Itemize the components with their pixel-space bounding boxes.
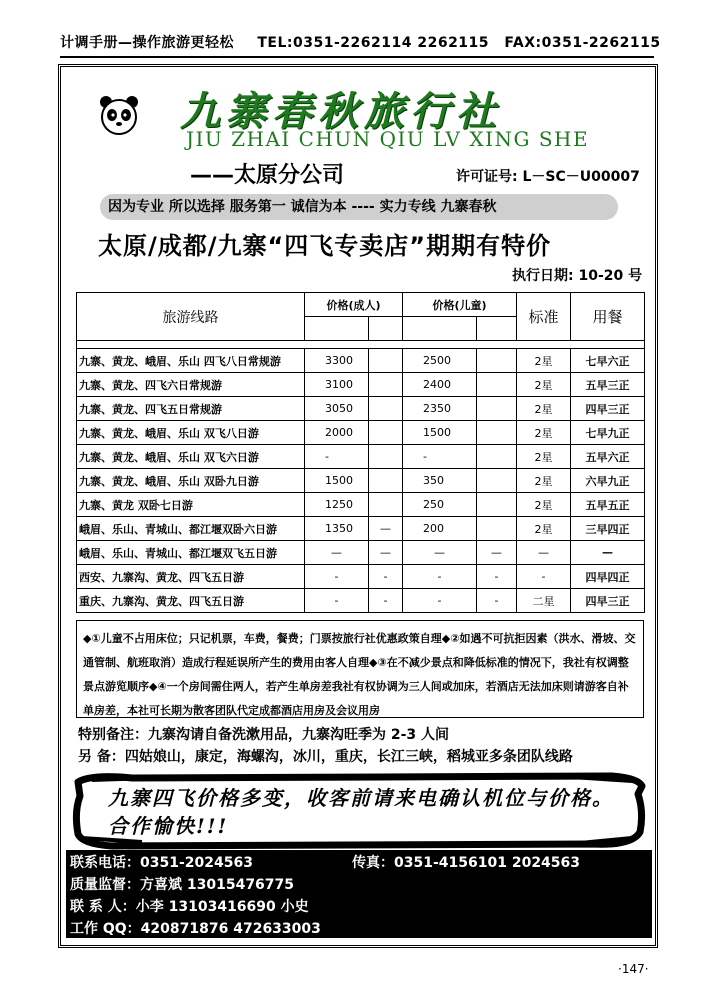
terms-notes: ◆①儿童不占用床位；只记机票，车费，餐费；门票按旅行社优惠政策自理◆②如遇不可抗拒因素（洪水、滑坡、交通管制、航班取消）造成行程延误所产生的费用由客人自理◆③在不减少景点和降低标准的情况下，我社有权调整景点游览顺序◆④一个房间需住两人，若产生单房差我社有权协调为三人间或加床，若酒店无法加床则请游客自补单房差，本社可长期为散客团队代定成都酒店用房及会议用房 xyxy=(76,620,644,718)
header-slogan: 计调手册—操作旅游更轻松 xyxy=(60,35,234,51)
header-child-price: 价格(儿童) xyxy=(403,293,517,317)
table-row: 峨眉、乐山、青城山、都江堰双卧六日游 1350 — 200 2星 三早四正 xyxy=(77,517,645,541)
brand-name-cn: 九寨春秋旅行社 xyxy=(180,88,502,135)
branch-title: ——太原分公司 xyxy=(190,163,345,188)
special-remark: 特别备注：九寨沟请自备洗漱用品，九寨沟旺季为 2-3 人间 xyxy=(78,727,450,743)
table-row: 九寨、黄龙、峨眉、乐山 双卧九日游 1500 350 2星 六早九正 xyxy=(77,469,645,493)
table-header-row xyxy=(77,293,645,317)
price-change-notice: 九寨四飞价格多变，收客前请来电确认机位与价格。合作愉快!!! xyxy=(108,786,614,838)
route-price-table xyxy=(76,292,645,613)
other-remark-label: 另 备： xyxy=(78,749,125,765)
contact-qq: 工作 QQ：420871876 472633003 xyxy=(70,921,321,937)
header-adult-price: 价格(成人) xyxy=(305,293,403,317)
page-number: ·147· xyxy=(618,962,649,976)
table-row: 重庆、九寨沟、黄龙、四飞五日游 - - - - 二星 四早三正 xyxy=(77,589,645,613)
other-remark xyxy=(78,746,573,766)
table-row: 九寨、黄龙、四飞五日常规游 3050 2350 2星 四早三正 xyxy=(77,397,645,421)
page-header xyxy=(60,32,661,58)
promo-title: 太原/成都/九寨“四飞专卖店”期期有特价 xyxy=(98,232,552,260)
contact-block xyxy=(66,850,652,938)
slogan-banner: 因为专业 所以选择 服务第一 诚信为本 ---- 实力专线 九寨春秋 xyxy=(100,194,618,220)
brand-name-en: JIU ZHAI CHUN QIU LV XING SHE xyxy=(186,127,590,151)
table-row: 九寨、黄龙、峨眉、乐山 四飞八日常规游 3300 2500 2星 七早六正 xyxy=(77,349,645,373)
contact-person: 联 系 人：小李 13103416690 小史 xyxy=(70,899,309,915)
table-row: 西安、九寨沟、黄龙、四飞五日游 - - - - - 四早四正 xyxy=(77,565,645,589)
table-row: 峨眉、乐山、青城山、都江堰双飞五日游 — — — — — — xyxy=(77,541,645,565)
header-meals: 用餐 xyxy=(571,293,645,341)
contact-phone: 联系电话：0351-2024563 xyxy=(70,855,253,871)
table-row: 九寨、黄龙 双卧七日游 1250 250 2星 五早五正 xyxy=(77,493,645,517)
other-remark-text: 四姑娘山，康定，海螺沟，冰川，重庆，长江三峡，稻城亚多条团队线路 xyxy=(124,749,573,765)
table-row: 九寨、黄龙、四飞六日常规游 3100 2400 2星 五早三正 xyxy=(77,373,645,397)
header-fax: FAX:0351-2262115 xyxy=(504,35,661,51)
header-route: 旅游线路 xyxy=(77,293,305,341)
header-tel: TEL:0351-2262114 2262115 xyxy=(257,35,490,51)
license-number: 许可证号: L－SC－U00007 xyxy=(456,169,640,185)
header-standard: 标准 xyxy=(517,293,571,341)
table-row: 九寨、黄龙、峨眉、乐山 双飞六日游 - - 2星 五早六正 xyxy=(77,445,645,469)
table-row: 九寨、黄龙、峨眉、乐山 双飞八日游 2000 1500 2星 七早九正 xyxy=(77,421,645,445)
execution-date: 执行日期: 10-20 号 xyxy=(512,268,643,284)
contact-fax: 传真：0351-4156101 2024563 xyxy=(352,855,581,871)
panda-icon xyxy=(98,94,140,136)
quality-supervisor: 质量监督：方喜斌 13015476775 xyxy=(70,877,295,893)
